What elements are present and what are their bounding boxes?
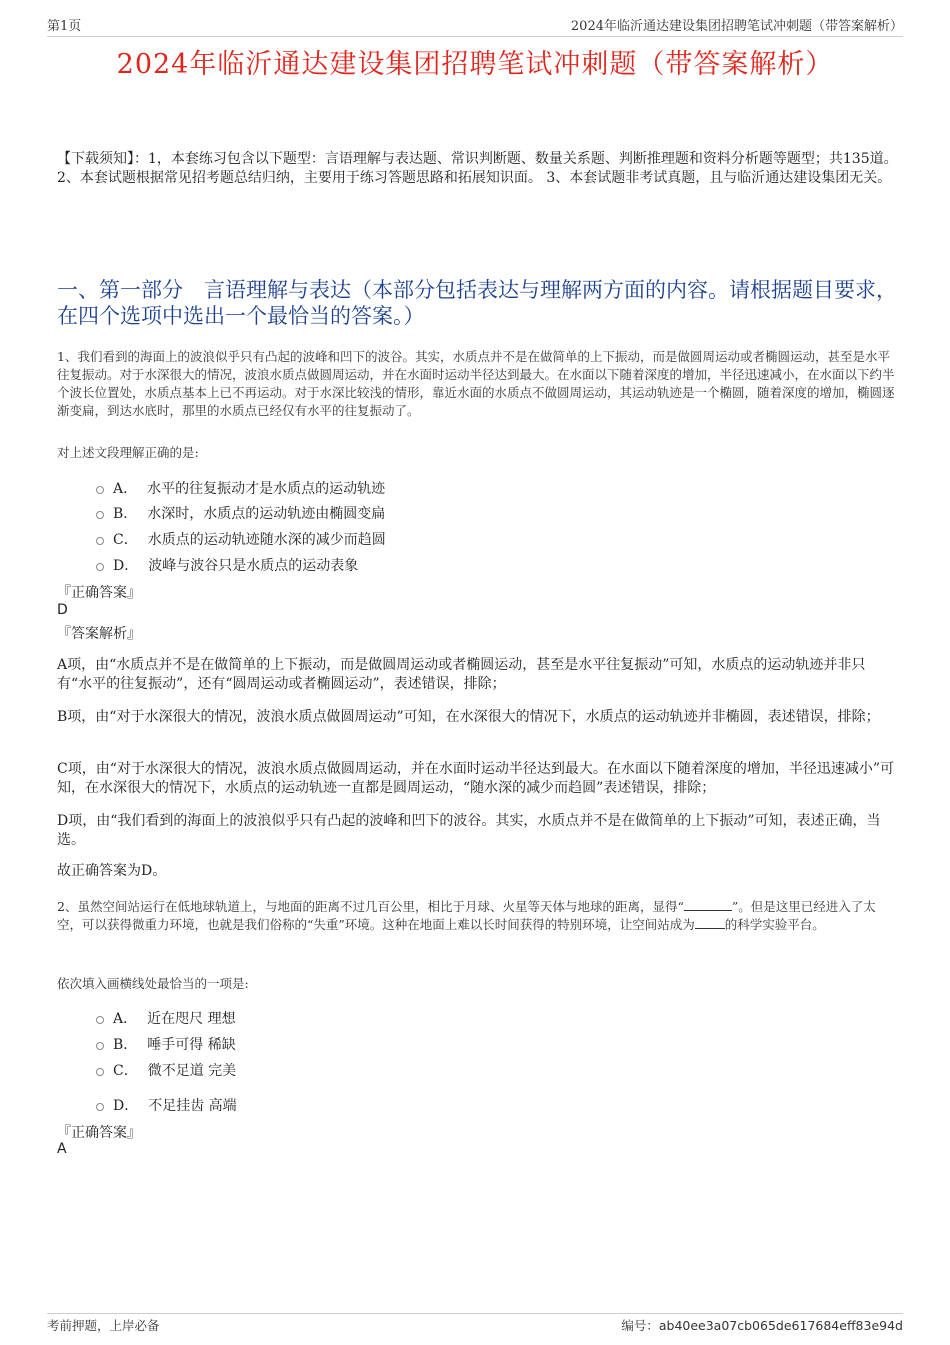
- q1-option-a[interactable]: [96, 478, 385, 498]
- option-letter: B．: [113, 1037, 138, 1053]
- q1-analysis-a: A项，由“水质点并不是在做简单的上下振动，而是做圆周运动或者椭圆运动，甚至是水平往复振动”可知，水质点的运动轨迹并非只有“水平的往复振动”，还有“圆周运动或者椭圆运动”，表述错误，排除；: [57, 657, 866, 692]
- option-text: 近在咫尺 理想: [147, 1011, 236, 1027]
- radio-icon[interactable]: [96, 563, 104, 571]
- footer-code-label: 编号：: [621, 1318, 659, 1333]
- radio-icon[interactable]: [96, 1016, 104, 1024]
- option-text: 唾手可得 稀缺: [147, 1037, 236, 1053]
- q2-answer: A: [57, 1141, 67, 1157]
- q1-analysis-b: B项，由“对于水深很大的情况，波浪水质点做圆周运动”可知，在水深很大的情况下，水质点的运动轨迹并非椭圆，表述错误，排除；: [57, 709, 880, 725]
- question-1-stem: 1、我们看到的海面上的波浪似乎只有凸起的波峰和凹下的波谷。其实，水质点并不是在做简单的上下振动，而是做圆周运动或者椭圆运动，甚至是水平往复振动。对于水深很大的情况，波浪水质点做圆周运动，并在水面时运动半径达到最大。在水面以下随着深度的增加，半径迅速减小，在水面以下约半个波长位置处，水质点基本上已不再运动。对于水深比较浅的情形，靠近水面的水质点不做圆周运动，其运动轨迹是一个椭圆，随着深度的增加，椭圆逐渐变扁，到达水底时，那里的水质点已经仅有水平的往复振动了。: [57, 349, 895, 418]
- question-2-stem: [57, 898, 899, 934]
- running-title: 2024年临沂通达建设集团招聘笔试冲刺题（带答案解析）: [570, 19, 903, 34]
- download-notice: 【下载须知】：1，本套练习包含以下题型：言语理解与表达题、常识判断题、数量关系题、判断推理题和资料分析题等题型；共135道。 2、本套试题根据常见招考题总结归纳，主要用于练习答题思路和拓展知识面。 3、本套试题非考试真题，且与临沂通达建设集团无关。: [57, 151, 898, 186]
- option-text: 水深时，水质点的运动轨迹由椭圆变扁: [147, 506, 386, 522]
- page-header: [47, 14, 903, 37]
- page-footer: [47, 1313, 903, 1334]
- radio-icon[interactable]: [96, 511, 104, 519]
- radio-icon[interactable]: [96, 537, 104, 545]
- option-letter: A．: [113, 1011, 138, 1027]
- option-letter: D．: [113, 1098, 139, 1114]
- q2-option-c[interactable]: [96, 1060, 236, 1080]
- q1-analysis-d: D项，由“我们看到的海面上的波浪似乎只有凸起的波峰和凹下的波谷。其实，水质点并不是在做简单的上下振动”可知，表述正确，当选。: [57, 813, 881, 848]
- radio-icon[interactable]: [96, 1042, 104, 1050]
- q1-analysis-c: C项，由“对于水深很大的情况，波浪水质点做圆周运动，并在水面时运动半径达到最大。在水面以下随着深度的增加，半径迅速减小”可知，在水深很大的情况下，水质点的运动轨迹一直都是圆周运动，“随水深的减少而趋圆”表述错误，排除；: [57, 761, 895, 796]
- q2-stem-part1: 2、虽然空间站运行在低地球轨道上，与地面的距离不过几百公里，相比于月球、火星等天体与地球的距离，显得“: [57, 899, 684, 914]
- option-text: 波峰与波谷只是水质点的运动表象: [148, 558, 359, 574]
- document-title: 2024年临沂通达建设集团招聘笔试冲刺题（带答案解析）: [116, 49, 834, 80]
- question-1-prompt: 对上述文段理解正确的是:: [57, 445, 199, 460]
- fill-blank-1: [684, 910, 732, 911]
- radio-icon[interactable]: [96, 1103, 104, 1111]
- radio-icon[interactable]: [96, 1068, 104, 1076]
- option-letter: C．: [113, 532, 138, 548]
- section-heading: 一、第一部分 言语理解与表达（本部分包括表达与理解两方面的内容。请根据题目要求，在四个选项中选出一个最恰当的答案。）: [57, 278, 897, 328]
- footer-code-value: ab40ee3a07cb065de617684eff83e94d: [658, 1318, 903, 1333]
- q2-answer-label: 『正确答案』: [57, 1125, 141, 1141]
- question-2-prompt: 依次填入画横线处最恰当的一项是:: [57, 976, 249, 991]
- q2-option-a[interactable]: [96, 1008, 236, 1028]
- q2-option-d[interactable]: [96, 1095, 237, 1115]
- q2-stem-part3: 的科学实验平台。: [724, 917, 825, 932]
- q1-option-d[interactable]: [96, 555, 358, 575]
- q2-option-b[interactable]: [96, 1034, 236, 1054]
- option-letter: B．: [113, 506, 138, 522]
- q1-answer-label: 『正确答案』: [57, 585, 141, 601]
- option-text: 不足挂齿 高端: [148, 1098, 237, 1114]
- q2-stem-part2: ”。但是这里已经进入了太空，可以获得微重力环境，也就是我们俗称的“失重”环境。这种在地面上难以长时间获得的特别环境，让空间站成为: [57, 899, 876, 932]
- option-text: 微不足道 完美: [147, 1063, 237, 1079]
- q1-analysis-label: 『答案解析』: [57, 626, 141, 642]
- option-text: 水质点的运动轨迹随水深的减少而趋圆: [147, 532, 386, 548]
- option-letter: A．: [113, 481, 138, 497]
- option-letter: C．: [113, 1063, 138, 1079]
- footer-code: [621, 1316, 903, 1334]
- fill-blank-2: [695, 928, 725, 929]
- footer-slogan: 考前押题，上岸必备: [47, 1318, 160, 1333]
- q1-conclusion: 故正确答案为D。: [57, 863, 167, 879]
- radio-icon[interactable]: [96, 486, 104, 494]
- page-number: 第1页: [47, 19, 82, 34]
- option-letter: D．: [113, 558, 139, 574]
- option-text: 水平的往复振动才是水质点的运动轨迹: [147, 481, 386, 497]
- q1-option-c[interactable]: [96, 529, 386, 549]
- q1-answer: D: [57, 602, 68, 618]
- q1-option-b[interactable]: [96, 503, 385, 523]
